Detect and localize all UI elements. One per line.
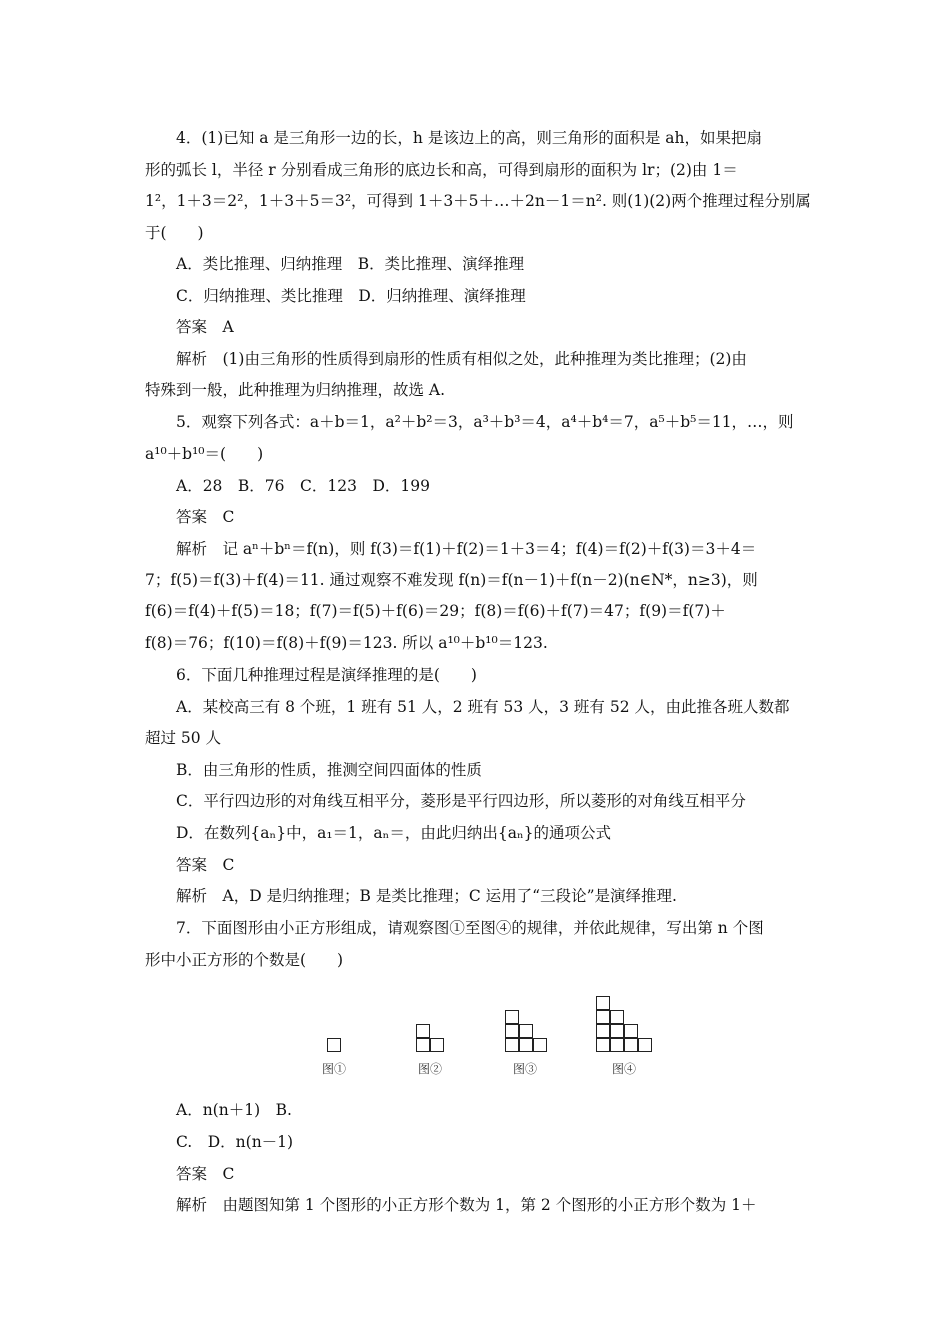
q4-line-1: 4．(1)已知 a 是三角形一边的长，h 是该边上的高，则三角形的面积是 ah，如果把扇 [176,129,762,147]
q6-analysis: 解析 A，D 是归纳推理；B 是类比推理；C 运用了“三段论”是演绎推理. [176,887,677,905]
q6-option-c: C．平行四边形的对角线互相平分，菱形是平行四边形，所以菱形的对角线互相平分 [176,792,746,810]
square [430,1038,444,1052]
q5-line-2: a¹⁰＋b¹⁰＝( ) [145,445,264,463]
square [505,1024,519,1038]
q4-line-3: 1²，1＋3＝2²，1＋3＋5＝3²，可得到 1＋3＋5＋…＋2n－1＝n². 则(1)(2)两个推理过程分别属 [145,192,811,210]
squares-figure [320,990,680,1080]
q4-analysis-1: 解析 (1)由三角形的性质得到扇形的性质有相似之处，此种推理为类比推理；(2)由 [176,350,747,368]
q5-answer: 答案 C [176,508,235,526]
square [327,1038,341,1052]
square [610,1024,624,1038]
q4-line-4: 于( ) [145,224,204,242]
q5-analysis-2: 7；f(5)＝f(3)＋f(4)＝11. 通过观察不难发现 f(n)＝f(n－1)＋f(n－2)(n∈N*，n≥3)，则 [145,571,758,589]
q7-analysis: 解析 由题图知第 1 个图形的小正方形个数为 1，第 2 个图形的小正方形个数为 1＋ [176,1196,757,1214]
square [624,1038,638,1052]
square [610,1038,624,1052]
q7-line-1: 7．下面图形由小正方形组成，请观察图①至图④的规律，并依此规律，写出第 n 个图 [176,919,764,937]
square [596,996,610,1010]
q6-option-b: B．由三角形的性质，推测空间四面体的性质 [176,761,482,779]
square [416,1038,430,1052]
q4-option-ab: A．类比推理、归纳推理 B．类比推理、演绎推理 [176,255,525,273]
square [533,1038,547,1052]
square [610,1010,624,1024]
q5-analysis-4: f(8)＝76；f(10)＝f(8)＋f(9)＝123. 所以 a¹⁰＋b¹⁰＝123. [145,634,548,652]
q6-option-d: D．在数列{aₙ}中，a₁＝1，aₙ＝，由此归纳出{aₙ}的通项公式 [176,824,612,842]
q5-analysis-1: 解析 记 aⁿ＋bⁿ＝f(n)，则 f(3)＝f(1)＋f(2)＝1＋3＝4；f(4)＝f(2)＋f(3)＝3＋4＝ [176,540,757,558]
q6-option-a-2: 超过 50 人 [145,729,222,747]
q4-answer: 答案 A [176,318,234,336]
square [519,1038,533,1052]
q6-answer: 答案 C [176,856,235,874]
figure-caption-2: 图② [417,1062,442,1076]
q6-option-a-1: A．某校高三有 8 个班，1 班有 51 人，2 班有 53 人，3 班有 52 人，由此推各班人数都 [176,698,790,716]
q6-stem: 6．下面几种推理过程是演绎推理的是( ) [176,666,477,684]
q4-line-2: 形的弧长 l，半径 r 分别看成三角形的底边长和高，可得到扇形的面积为 lr；(2)由 1＝ [145,161,738,179]
square [638,1038,652,1052]
square [596,1038,610,1052]
q4-analysis-2: 特殊到一般，此种推理为归纳推理，故选 A. [145,381,446,399]
square [416,1024,430,1038]
square [519,1024,533,1038]
square [505,1010,519,1024]
square [624,1024,638,1038]
q7-line-2: 形中小正方形的个数是( ) [145,951,344,969]
q4-option-cd: C．归纳推理、类比推理 D．归纳推理、演绎推理 [176,287,526,305]
square [596,1024,610,1038]
square [505,1038,519,1052]
figure-caption-1: 图① [321,1062,346,1076]
q7-option-ab: A．n(n＋1) B. [176,1101,292,1119]
q7-answer: 答案 C [176,1165,235,1183]
q5-line-1: 5．观察下列各式：a＋b＝1，a²＋b²＝3，a³＋b³＝4，a⁴＋b⁴＝7，a⁵＋b⁵＝11，…，则 [176,413,794,431]
q7-option-cd: C. D．n(n－1) [176,1133,294,1151]
figure-caption-4: 图④ [611,1062,636,1076]
q5-analysis-3: f(6)＝f(4)＋f(5)＝18；f(7)＝f(5)＋f(6)＝29；f(8)＝f(6)＋f(7)＝47；f(9)＝f(7)＋ [145,602,726,620]
figure-caption-3: 图③ [512,1062,537,1076]
square [596,1010,610,1024]
q5-options: A．28 B．76 C．123 D．199 [176,477,430,495]
